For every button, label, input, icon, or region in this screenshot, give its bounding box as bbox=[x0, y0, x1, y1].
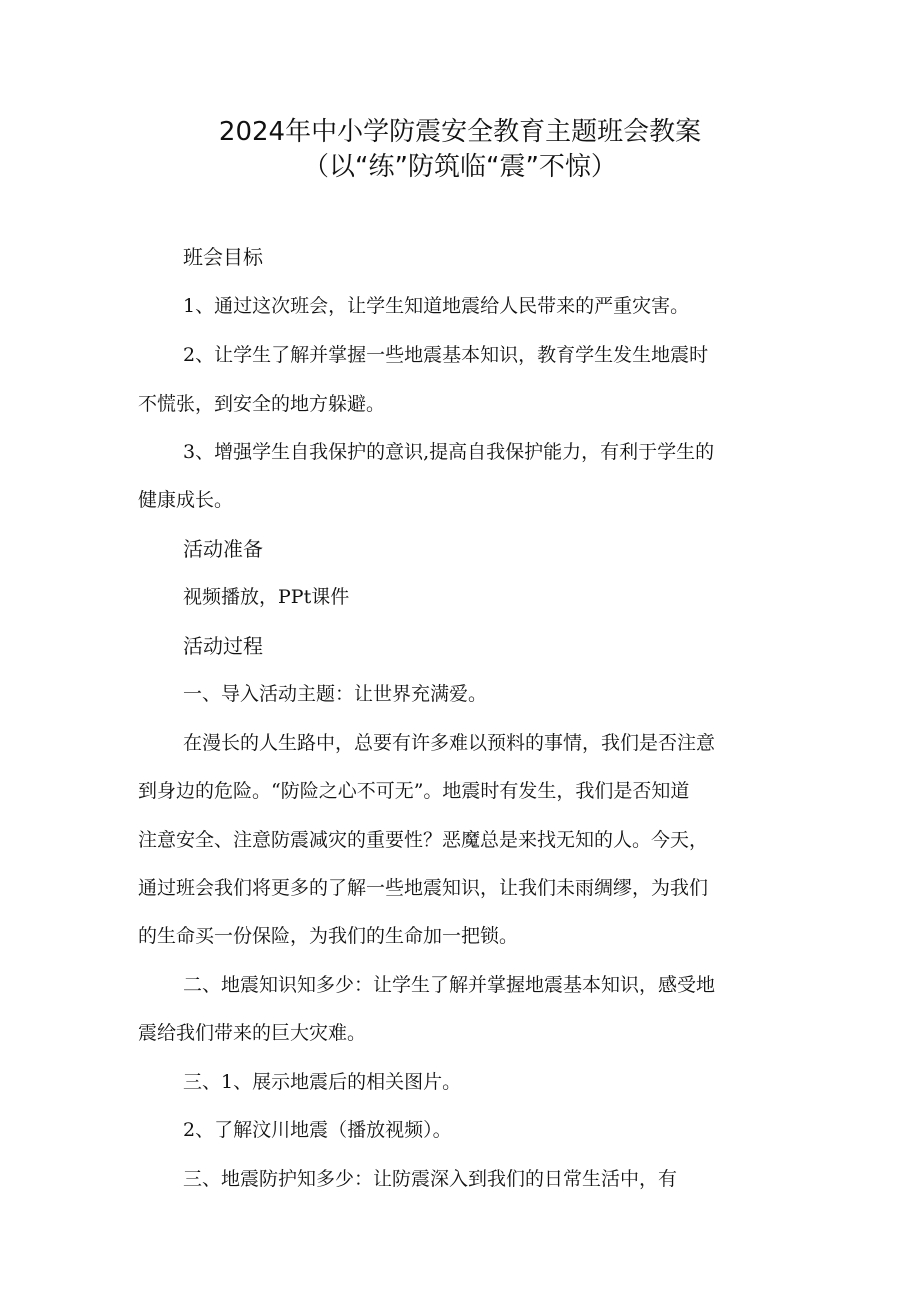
process-paragraph-line-5: 的生命买一份保险，为我们的生命加一把锁。 bbox=[138, 925, 519, 947]
process-step-1: 一、导入活动主题：让世界充满爱。 bbox=[183, 683, 488, 705]
goal-2-line-1: 2、让学生了解并掌握一些地震基本知识，教育学生发生地震时 bbox=[183, 344, 709, 366]
process-paragraph-line-3: 注意安全、注意防震减灾的重要性？恶魔总是来找无知的人。今天， bbox=[138, 829, 709, 851]
process-step-2-line-2: 震给我们带来的巨大灾难。 bbox=[138, 1022, 367, 1044]
process-paragraph-line-1: 在漫长的人生路中，总要有许多难以预料的事情，我们是否注意 bbox=[183, 732, 716, 754]
process-paragraph-line-2: 到身边的危险。“防险之心不可无”。地震时有发生，我们是否知道 bbox=[138, 780, 690, 802]
process-step-3b: 2、了解汶川地震（播放视频）。 bbox=[183, 1119, 452, 1141]
section-heading-process: 活动过程 bbox=[183, 634, 263, 658]
goal-2-line-2: 不慌张，到安全的地方躲避。 bbox=[138, 393, 386, 415]
goal-1: 1、通过这次班会，让学生知道地震给人民带来的严重灾害。 bbox=[183, 295, 690, 317]
process-step-2-line-1: 二、地震知识知多少：让学生了解并掌握地震基本知识，感受地 bbox=[183, 974, 716, 996]
process-step-3-protection: 三、地震防护知多少：让防震深入到我们的日常生活中，有 bbox=[183, 1168, 678, 1190]
document-subtitle: （以“练”防筑临“震”不惊） bbox=[303, 152, 617, 182]
prep-line: 视频播放，PPt课件 bbox=[183, 586, 350, 608]
document-title: 2024年中小学防震安全教育主题班会教案 bbox=[218, 117, 702, 147]
goal-3-line-1: 3、增强学生自我保护的意识,提高自我保护能力，有利于学生的 bbox=[183, 441, 715, 463]
section-heading-prep: 活动准备 bbox=[183, 537, 263, 561]
section-heading-goals: 班会目标 bbox=[183, 245, 263, 269]
process-step-3a: 三、1、展示地震后的相关图片。 bbox=[183, 1071, 462, 1093]
goal-3-line-2: 健康成长。 bbox=[138, 489, 234, 511]
process-paragraph-line-4: 通过班会我们将更多的了解一些地震知识，让我们未雨绸缪，为我们 bbox=[138, 877, 709, 899]
